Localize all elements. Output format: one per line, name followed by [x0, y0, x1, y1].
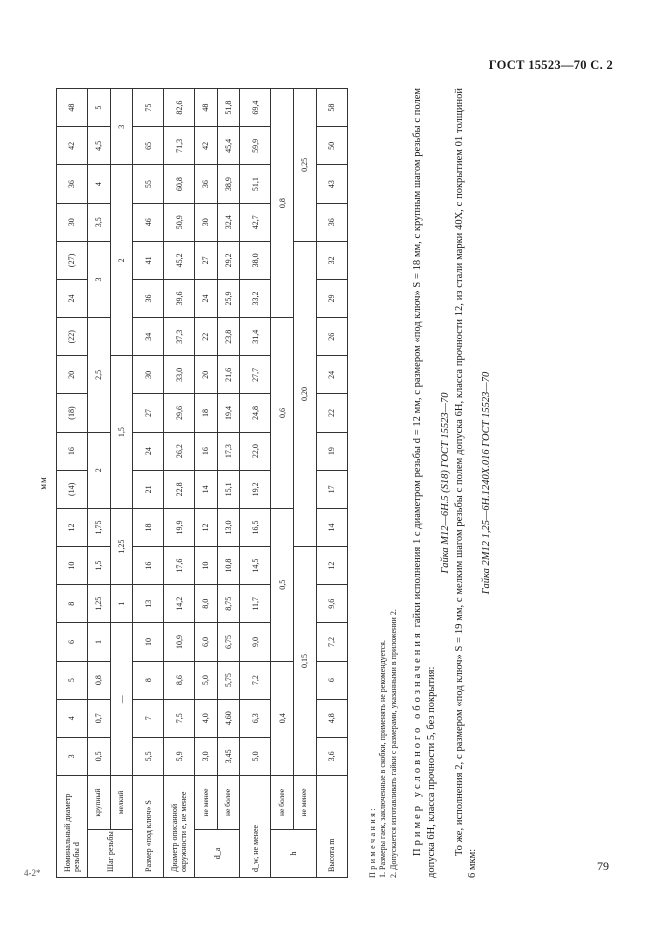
table-cell: 10	[195, 547, 218, 585]
example-text-2: То же, исполнения 2, с размером «под ключ» S = 19 мм, с мелким шагом резьбы с полем допуска 6H, класса прочности 12, из стали марки 40Х, с покрытием 01 толщиной 6 мкм:	[453, 88, 479, 878]
table-cell: 22	[316, 394, 347, 432]
table-cell: 60,8	[164, 165, 195, 203]
table-cell: 33,0	[164, 356, 195, 394]
table-cell: 3,0	[195, 737, 218, 775]
table-cell: 1,5	[110, 356, 133, 509]
table-cell: 4,5	[88, 127, 111, 165]
table-cell: 10,9	[164, 623, 195, 661]
table-cell: 18	[195, 394, 218, 432]
table-cell: 2	[110, 165, 133, 356]
table-cell: 27,7	[240, 356, 271, 394]
table-row	[88, 89, 111, 878]
page-number: 79	[597, 859, 609, 873]
table-cell: 29,6	[164, 394, 195, 432]
table-cell: 8,6	[164, 661, 195, 699]
table-cell: 4	[88, 165, 111, 203]
dimensions-table	[56, 88, 348, 878]
table-cell: 3,6	[316, 737, 347, 775]
table-cell: 82,6	[164, 89, 195, 127]
table-cell: 0,8	[271, 89, 294, 318]
table-cell: 4,8	[316, 699, 347, 737]
table-cell: 19	[316, 432, 347, 470]
row-label: Диаметр описанной окружности e, не менее	[164, 776, 195, 878]
table-cell: 8	[57, 585, 88, 623]
table-row	[110, 89, 133, 878]
table-cell: 14	[316, 508, 347, 546]
table-row	[217, 89, 240, 878]
table-cell: 30	[133, 356, 164, 394]
table-cell: 19,4	[217, 394, 240, 432]
page-header: ГОСТ 15523—70 С. 2	[488, 58, 613, 72]
table-cell: 0,20	[293, 241, 316, 546]
table-cell: 69,4	[240, 89, 271, 127]
table-cell: (18)	[57, 394, 88, 432]
table-cell: 6,3	[240, 699, 271, 737]
table-cell: 46	[133, 203, 164, 241]
table-cell: 27	[195, 241, 218, 279]
example-text-1: гайки исполнения 1 с диаметром резьбы d = 12 мм, с размером «под ключ» S = 18 мм, с крупным шагом резьбы с полем допуска 6H, класса прочности 5, без покрытия:	[412, 87, 437, 878]
table-cell: 26	[316, 318, 347, 356]
table-cell: 32,4	[217, 203, 240, 241]
table-cell: 3,5	[88, 203, 111, 241]
example-formula-2: Гайка 2М12 1,25—6Н.1240Х.016 ГОСТ 15523—70	[481, 371, 493, 595]
table-cell: 1	[110, 585, 133, 623]
header-label: Номинальный диаметр резьбы d	[57, 776, 88, 878]
table-cell: 37,3	[164, 318, 195, 356]
table-cell: 12	[316, 547, 347, 585]
table-cell: 16	[133, 547, 164, 585]
row-sublabel: крупный	[88, 776, 111, 830]
row-sublabel: не менее	[195, 776, 218, 830]
table-cell: 38,0	[240, 241, 271, 279]
table-cell: 75	[133, 89, 164, 127]
table-cell: 38,9	[217, 165, 240, 203]
table-cell: 1,5	[88, 547, 111, 585]
table-cell: 48	[195, 89, 218, 127]
table-cell: 24	[195, 279, 218, 317]
table-cell: 3	[57, 737, 88, 775]
table-cell: 17,6	[164, 547, 195, 585]
table-cell: 51,8	[217, 89, 240, 127]
signature-mark: 4-2*	[24, 868, 41, 878]
table-cell: 42	[57, 127, 88, 165]
table-cell: 41	[133, 241, 164, 279]
table-cell: (14)	[57, 470, 88, 508]
table-cell: 15,1	[217, 470, 240, 508]
table-cell: 65	[133, 127, 164, 165]
table-cell: 6	[316, 661, 347, 699]
table-cell: 14	[195, 470, 218, 508]
table-cell: 0,25	[293, 89, 316, 242]
table-cell: 7,5	[164, 699, 195, 737]
table-cell: 3	[88, 241, 111, 317]
table-cell: 36	[316, 203, 347, 241]
table-cell: 8	[133, 661, 164, 699]
row-label: d_w, не менее	[240, 776, 271, 878]
note-2: 2. Допускается изготавливать гайки с размерами, указанными в приложении 2.	[388, 609, 398, 878]
table-cell: 51,1	[240, 165, 271, 203]
table-cell: 7,2	[316, 623, 347, 661]
table-cell: 5	[88, 89, 111, 127]
row-label: Размер «под ключ» S	[133, 776, 164, 878]
table-cell: 6	[57, 623, 88, 661]
table-row	[195, 89, 218, 878]
table-cell: 9,6	[316, 585, 347, 623]
table-cell: 1,75	[88, 508, 111, 546]
table-cell: 5,0	[240, 737, 271, 775]
table-cell: 5,5	[133, 737, 164, 775]
table-cell: 48	[57, 89, 88, 127]
table-cell: 24	[57, 279, 88, 317]
table-cell: 34	[133, 318, 164, 356]
table-cell: 50,9	[164, 203, 195, 241]
table-cell: 55	[133, 165, 164, 203]
table-cell: 16	[195, 432, 218, 470]
table-row	[240, 89, 271, 878]
table-cell: 26,2	[164, 432, 195, 470]
table-cell: 7,2	[240, 661, 271, 699]
table-cell: 22,8	[164, 470, 195, 508]
table-cell: 39,6	[164, 279, 195, 317]
table-cell: 10	[133, 623, 164, 661]
row-sublabel: не более	[217, 776, 240, 830]
table-row	[293, 89, 316, 878]
table-cell: 5,9	[164, 737, 195, 775]
table-cell: 0,5	[88, 737, 111, 775]
table-cell: 14,5	[240, 547, 271, 585]
table-cell: —	[110, 623, 133, 776]
table-cell: 19,9	[164, 508, 195, 546]
table-cell: 7	[133, 699, 164, 737]
example-lead: Пример условного обозначения	[412, 630, 423, 856]
table-cell: 13,0	[217, 508, 240, 546]
table-row	[133, 89, 164, 878]
table-cell: 24,8	[240, 394, 271, 432]
table-cell: 1	[88, 623, 111, 661]
table-cell: 17	[316, 470, 347, 508]
table-cell: 36	[195, 165, 218, 203]
table-row	[57, 89, 88, 878]
table-cell: 18	[133, 508, 164, 546]
table-cell: 4,0	[195, 699, 218, 737]
table-row	[316, 89, 347, 878]
table-row	[271, 89, 294, 878]
table-cell: 1,25	[110, 508, 133, 584]
table-cell: 43	[316, 165, 347, 203]
table-cell: 22	[195, 318, 218, 356]
table-cell: 6,0	[195, 623, 218, 661]
table-cell: 10	[57, 547, 88, 585]
table-cell: 59,9	[240, 127, 271, 165]
table-cell: 27	[133, 394, 164, 432]
table-cell: 0,5	[271, 508, 294, 661]
table-cell: 4	[57, 699, 88, 737]
table-cell: 30	[195, 203, 218, 241]
notes	[368, 609, 399, 878]
row-label: h	[271, 830, 316, 878]
table-cell: 10,8	[217, 547, 240, 585]
table-cell: 5	[57, 661, 88, 699]
note-1: 1. Размеры гаек, заключенные в скобки, применять не рекомендуется.	[378, 640, 388, 878]
rotated-content	[36, 88, 606, 878]
table-cell: 24	[316, 356, 347, 394]
table-cell: 20	[57, 356, 88, 394]
table-cell: (22)	[57, 318, 88, 356]
table-cell: 0,15	[293, 547, 316, 776]
table-cell: 20	[195, 356, 218, 394]
table-cell: 25,9	[217, 279, 240, 317]
table-cell: 3	[110, 89, 133, 166]
table-cell: 71,3	[164, 127, 195, 165]
table-cell: 16,5	[240, 508, 271, 546]
table-cell: 42,7	[240, 203, 271, 241]
table-cell: 2,5	[88, 318, 111, 432]
table-cell: 6,75	[217, 623, 240, 661]
table-cell: 0,6	[271, 318, 294, 509]
table-cell: 45,2	[164, 241, 195, 279]
designation-example	[411, 88, 494, 878]
table-cell: 5,75	[217, 661, 240, 699]
table-cell: 45,4	[217, 127, 240, 165]
row-sublabel: не менее	[293, 776, 316, 830]
table-cell: 29,2	[217, 241, 240, 279]
table-cell: 2	[88, 432, 111, 508]
table-cell: 19,2	[240, 470, 271, 508]
table-cell: 16	[57, 432, 88, 470]
table-cell: 42	[195, 127, 218, 165]
table-cell: 22,0	[240, 432, 271, 470]
table-cell: 32	[316, 241, 347, 279]
table-cell: 36	[133, 279, 164, 317]
table-cell: (27)	[57, 241, 88, 279]
table-cell: 11,7	[240, 585, 271, 623]
row-sublabel: не более	[271, 776, 294, 830]
table-cell: 9,0	[240, 623, 271, 661]
table-cell: 8,0	[195, 585, 218, 623]
table-cell: 8,75	[217, 585, 240, 623]
table-cell: 58	[316, 89, 347, 127]
table-cell: 5,0	[195, 661, 218, 699]
table-cell: 30	[57, 203, 88, 241]
table-cell: 17,3	[217, 432, 240, 470]
table-cell: 13	[133, 585, 164, 623]
table-cell: 33,2	[240, 279, 271, 317]
row-label: Шаг резьбы	[88, 830, 133, 878]
table-cell: 0,7	[88, 699, 111, 737]
table-cell: 14,2	[164, 585, 195, 623]
table-cell: 31,4	[240, 318, 271, 356]
table-cell: 1,25	[88, 585, 111, 623]
table-cell: 4,60	[217, 699, 240, 737]
table-cell: 21	[133, 470, 164, 508]
row-label: Высота m	[316, 776, 347, 878]
example-formula-1: Гайка М12—6Н.5 (S18) ГОСТ 15523—70	[439, 392, 451, 574]
table-cell: 36	[57, 165, 88, 203]
table-cell: 21,6	[217, 356, 240, 394]
table-cell: 0,4	[271, 661, 294, 775]
table-cell: 24	[133, 432, 164, 470]
table-cell: 12	[57, 508, 88, 546]
units-label: мм	[38, 476, 48, 490]
table-row	[164, 89, 195, 878]
table-cell: 12	[195, 508, 218, 546]
table-cell: 29	[316, 279, 347, 317]
table-cell: 23,8	[217, 318, 240, 356]
notes-title: Примечания:	[368, 805, 377, 878]
row-sublabel: мелкий	[110, 776, 133, 830]
table-cell: 0,8	[88, 661, 111, 699]
row-label: d_a	[195, 830, 240, 878]
table-cell: 50	[316, 127, 347, 165]
table-cell: 3,45	[217, 737, 240, 775]
